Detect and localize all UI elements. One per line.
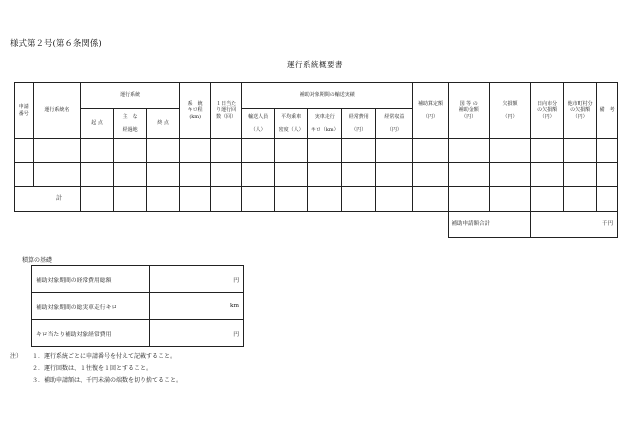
application-total-value[interactable]: 千円 <box>531 212 618 238</box>
notes-prefix: 注） <box>10 353 23 360</box>
calc-row <box>32 293 244 320</box>
calc-row <box>32 320 244 347</box>
application-total-row <box>15 212 618 238</box>
note-item: ２．運行回数は、１往復を１回とすること。 <box>32 365 153 372</box>
route-summary-table <box>14 82 618 238</box>
calc-section-title: 積算の基礎 <box>22 257 53 264</box>
header-passengers: 輸送人員 （人） <box>242 109 275 139</box>
header-actual-km: 実車走行 キロ（km） <box>308 109 342 139</box>
calc-label: 補助対象期間の経常費用総額 <box>32 266 150 293</box>
header-avg-ride: 平均乗車 密度（人） <box>275 109 308 139</box>
note-item: １．運行系統ごとに申請番号を付えて記載すること。 <box>32 353 177 360</box>
calc-label: 補助対象期間の総実車走行キロ <box>32 293 150 320</box>
header-deficit: 欠損額 （円） <box>489 83 530 139</box>
header-route-length: 系 統 キロ程 (km) <box>180 83 211 139</box>
calc-value[interactable]: 円 <box>150 266 244 293</box>
header-city-deficit: 日向市分 の欠損額 （円） <box>531 83 564 139</box>
header-start: 起 点 <box>81 109 114 139</box>
application-total-label: 補助申請額合計 <box>448 212 531 238</box>
header-application-no: 申請 番号 <box>15 83 34 139</box>
calc-value[interactable]: km <box>150 293 244 320</box>
header-town-deficit: 他市町村分 の欠損額 （円） <box>564 83 597 139</box>
header-remarks: 備 考 <box>597 83 618 139</box>
document-title: 運行系統概要書 <box>287 60 343 69</box>
header-subsidy-base: 補助算定額 （円） <box>413 83 448 139</box>
note-item: ３．補助申請額は、千円未満の端数を切り捨てること。 <box>32 377 183 384</box>
form-number: 様式第２号(第６条関係) <box>10 39 102 49</box>
calc-row <box>32 266 244 293</box>
header-period-record: 補助対象期間の輸送実績 <box>242 83 413 109</box>
calc-label: キロ当たり補助対象経常費用 <box>32 320 150 347</box>
total-label: 計 <box>15 187 81 212</box>
header-end: 終 点 <box>147 109 180 139</box>
calc-table <box>31 265 244 347</box>
header-op-revenue: 経常収益 （円） <box>376 109 413 139</box>
header-via: 主 な 経過地 <box>114 109 147 139</box>
header-route-group: 運行系統 <box>81 83 180 109</box>
header-route-name: 運行系統名 <box>33 83 80 139</box>
total-row <box>15 187 618 212</box>
header-op-cost: 経常費用 （円） <box>342 109 376 139</box>
header-national-subsidy: 国 等 の 補助金額 （円） <box>448 83 489 139</box>
notes <box>10 351 182 387</box>
table-row <box>15 139 618 163</box>
header-daily-trips: １日当た り運行回 数（回） <box>211 83 242 139</box>
calc-value[interactable]: 円 <box>150 320 244 347</box>
table-row <box>15 163 618 187</box>
